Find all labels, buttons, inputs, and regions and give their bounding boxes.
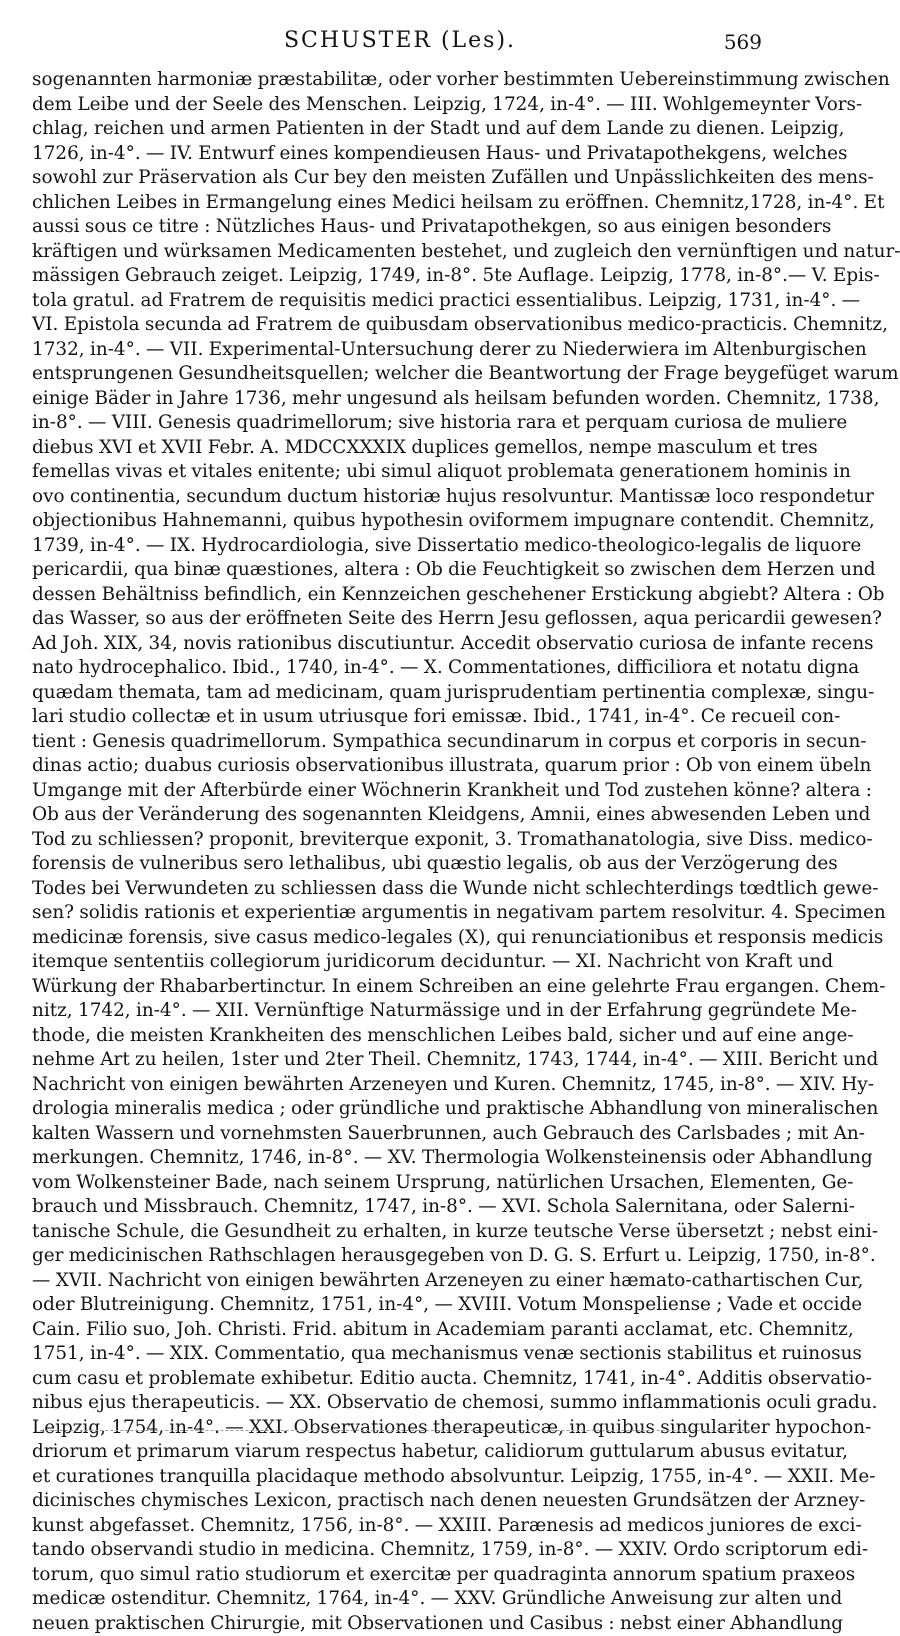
text-line: kalten Wassern und vornehmsten Sauerbrunnen, auch Gebrauch des Carlsbades ; mit An- <box>32 1122 768 1147</box>
text-line: driorum et primarum viarum respectus habetur, calidiorum guttularum abusus evitatur, <box>32 1440 768 1465</box>
text-line: — XVII. Nachricht von einigen bewährten Arzeneyen zu einer hæmato-cathartischen Cur, <box>32 1269 768 1294</box>
text-line: einige Bäder in Jahre 1736, mehr ungesund als heilsam befunden worden. Chemnitz, 1738, <box>32 387 768 412</box>
text-line: Würkung der Rhabarbertinctur. In einem Schreiben an eine gelehrte Frau ergangen. Chem- <box>32 975 768 1000</box>
text-line: dessen Behältniss befindlich, ein Kennzeichen geschehener Erstickung abgiebt? Altera : Ob <box>32 583 768 608</box>
text-line: Leipzig, 1754, in-4°. — XXI. Observationes therapeuticæ, in quibus singulariter hypochon- <box>32 1416 768 1441</box>
text-line: medicinæ forensis, sive casus medico-legales (X), qui renunciationibus et responsis medicis <box>32 926 768 951</box>
text-line: drologia mineralis medica ; oder gründliche und praktische Abhandlung von mineralischen <box>32 1097 768 1122</box>
text-line: sogenannten harmoniæ præstabilitæ, oder vorher bestimmten Uebereinstimmung zwischen <box>32 68 768 93</box>
text-line: chlag, reichen und armen Patienten in der Stadt und auf dem Lande zu dienen. Leipzig, <box>32 117 768 142</box>
text-line: Cain. Filio suo, Joh. Christi. Frid. abitum in Academiam paranti acclamat, etc. Chemnitz, <box>32 1318 768 1343</box>
bottom-rule <box>40 1430 760 1431</box>
text-line: Todes bei Verwundeten zu schliessen dass die Wunde nicht schlechterdings tœdtlich gewe- <box>32 877 768 902</box>
text-line: thode, die meisten Krankheiten des menschlichen Leibes bald, sicher und auf eine ange- <box>32 1024 768 1049</box>
text-line: in-8°. — VIII. Genesis quadrimellorum; sive historia rara et perquam curiosa de muliere <box>32 411 768 436</box>
text-line: tanische Schule, die Gesundheit zu erhalten, in kurze teutsche Verse übersetzt ; nebst eini- <box>32 1220 768 1245</box>
text-line: merkungen. Chemnitz, 1746, in-8°. — XV. Thermologia Wolkensteinensis oder Abhandlung <box>32 1146 768 1171</box>
text-line: kunst abgefasset. Chemnitz, 1756, in-8°. — XXIII. Parænesis ad medicos juniores de exci- <box>32 1514 768 1539</box>
text-line: sen? solidis rationis et experientiæ argumentis in negativam partem resolvitur. 4. Specimen <box>32 901 768 926</box>
text-line: torum, quo simul ratio studiorum et exercitæ per quadraginta annorum spatium praxeos <box>32 1563 768 1588</box>
text-line: tando observandi studio in medicina. Chemnitz, 1759, in-8°. — XXIV. Ordo scriptorum edi- <box>32 1538 768 1563</box>
text-line: ger medicinischen Rathschlagen herausgegeben von D. G. S. Erfurt u. Leipzig, 1750, in-8°. <box>32 1244 768 1269</box>
running-head <box>32 28 768 68</box>
text-line: entsprungenen Gesundheitsquellen; welcher die Beantwortung der Frage beygefüget warum <box>32 362 768 387</box>
text-line: dem Leibe und der Seele des Menschen. Leipzig, 1724, in-4°. — III. Wohlgemeynter Vors- <box>32 93 768 118</box>
text-line: ovo continentia, secundum ductum historiæ hujus resolvuntur. Mantissæ loco respondetur <box>32 485 768 510</box>
text-line: tient : Genesis quadrimellorum. Sympathica secundinarum in corpus et corporis in secun- <box>32 730 768 755</box>
text-line: quædam themata, tam ad medicinam, quam jurisprudentiam pertinentia complexæ, singu- <box>32 681 768 706</box>
body-text <box>32 68 768 1636</box>
text-line: Umgange mit der Afterbürde einer Wöchnerin Krankheit und Tod zustehen könne? altera : <box>32 779 768 804</box>
text-line: pericardii, qua binæ quæstiones, altera : Ob die Feuchtigkeit so zwischen dem Herzen und <box>32 558 768 583</box>
text-line: Ad Joh. XIX, 34, novis rationibus discutiuntur. Accedit observatio curiosa de infante recens <box>32 632 768 657</box>
text-line: tola gratul. ad Fratrem de requisitis medici practici essentialibus. Leipzig, 1731, in-4°. — <box>32 289 768 314</box>
text-line: lari studio collectæ et in usum utriusque fori emissæ. Ibid., 1741, in-4°. Ce recueil con- <box>32 705 768 730</box>
text-line: objectionibus Hahnemanni, quibus hypothesin oviformem impugnare contendit. Chemnitz, <box>32 509 768 534</box>
text-line: 1751, in-4°. — XIX. Commentatio, qua mechanismus venæ sectionis stabilitus et ruinosus <box>32 1342 768 1367</box>
text-line: 1726, in-4°. — IV. Entwurf eines kompendieusen Haus- und Privatapothekgens, welches <box>32 142 768 167</box>
text-line: kräftigen und würksamen Medicamenten bestehet, und zugleich den vernünftigen und natur- <box>32 240 768 265</box>
text-line: Nachricht von einigen bewährten Arzeneyen und Kuren. Chemnitz, 1745, in-8°. — XIV. Hy- <box>32 1073 768 1098</box>
text-line: neuen praktischen Chirurgie, mit Observationen und Casibus : nebst einer Abhandlung <box>32 1612 768 1636</box>
running-head-title: SCHUSTER (Les). <box>284 28 516 53</box>
text-line: dicinisches chymisches Lexicon, practisch nach denen neuesten Grundsätzen der Arzney- <box>32 1489 768 1514</box>
page-number: 569 <box>724 30 762 54</box>
text-line: vom Wolkensteiner Bade, nach seinem Ursprung, natürlichen Ursachen, Elementen, Ge- <box>32 1171 768 1196</box>
text-line: nibus ejus therapeuticis. — XX. Observatio de chemosi, summo inflammationis oculi gradu. <box>32 1391 768 1416</box>
text-line: sowohl zur Präservation als Cur bey den meisten Zufällen und Unpässlichkeiten des mens- <box>32 166 768 191</box>
text-line: nehme Art zu heilen, 1ster und 2ter Theil. Chemnitz, 1743, 1744, in-4°. — XIII. Bericht und <box>32 1048 768 1073</box>
text-line: dinas actio; duabus curiosis observationibus illustrata, quarum prior : Ob von einem übeln <box>32 754 768 779</box>
text-line: itemque sententiis collegiorum juridicorum deciduntur. — XI. Nachricht von Kraft und <box>32 950 768 975</box>
text-line: 1739, in-4°. — IX. Hydrocardiologia, sive Dissertatio medico-theologico-legalis de liquore <box>32 534 768 559</box>
text-line: nato hydrocephalico. Ibid., 1740, in-4°. — X. Commentationes, difficiliora et notatu digna <box>32 656 768 681</box>
text-line: aussi sous ce titre : Nützliches Haus- und Privatapothekgen, so aus einigen besonders <box>32 215 768 240</box>
text-line: cum casu et problemate exhibetur. Editio aucta. Chemnitz, 1741, in-4°. Additis observatio- <box>32 1367 768 1392</box>
text-line: oder Blutreinigung. Chemnitz, 1751, in-4°, — XVIII. Votum Monspeliense ; Vade et occide <box>32 1293 768 1318</box>
text-line: 1732, in-4°. — VII. Experimental-Untersuchung derer zu Niederwiera im Altenburgischen <box>32 338 768 363</box>
text-line: diebus XVI et XVII Febr. A. MDCCXXXIX duplices gemellos, nempe masculum et tres <box>32 436 768 461</box>
text-line: et curationes tranquilla placidaque methodo absolvuntur. Leipzig, 1755, in-4°. — XXII. Me- <box>32 1465 768 1490</box>
text-line: das Wasser, so aus der eröffneten Seite des Herrn Jesu geflossen, aqua pericardii gewesen? <box>32 607 768 632</box>
text-line: brauch und Missbrauch. Chemnitz, 1747, in-8°. — XVI. Schola Salernitana, oder Salerni- <box>32 1195 768 1220</box>
text-line: Ob aus der Veränderung des sogenannten Kleidgens, Amnii, eines abwesenden Leben und <box>32 803 768 828</box>
text-line: mässigen Gebrauch zeiget. Leipzig, 1749, in-8°. 5te Auflage. Leipzig, 1778, in-8°.— V. Epis- <box>32 264 768 289</box>
text-line: VI. Epistola secunda ad Fratrem de quibusdam observationibus medico-practicis. Chemnitz, <box>32 313 768 338</box>
text-line: forensis de vulneribus sero lethalibus, ubi quæstio legalis, ob aus der Verzögerung des <box>32 852 768 877</box>
text-line: medicæ ostenditur. Chemnitz, 1764, in-4°. — XXV. Gründliche Anweisung zur alten und <box>32 1587 768 1612</box>
text-line: Tod zu schliessen? proponit, breviterque exponit, 3. Tromathanatologia, sive Diss. medico- <box>32 828 768 853</box>
text-line: chlichen Leibes in Ermangelung eines Medici heilsam zu eröffnen. Chemnitz,1728, in-4°. Et <box>32 191 768 216</box>
text-line: nitz, 1742, in-4°. — XII. Vernünftige Naturmässige und in der Erfahrung gegründete Me- <box>32 999 768 1024</box>
text-line: femellas vivas et vitales enitente; ubi simul aliquot problemata generationem hominis in <box>32 460 768 485</box>
